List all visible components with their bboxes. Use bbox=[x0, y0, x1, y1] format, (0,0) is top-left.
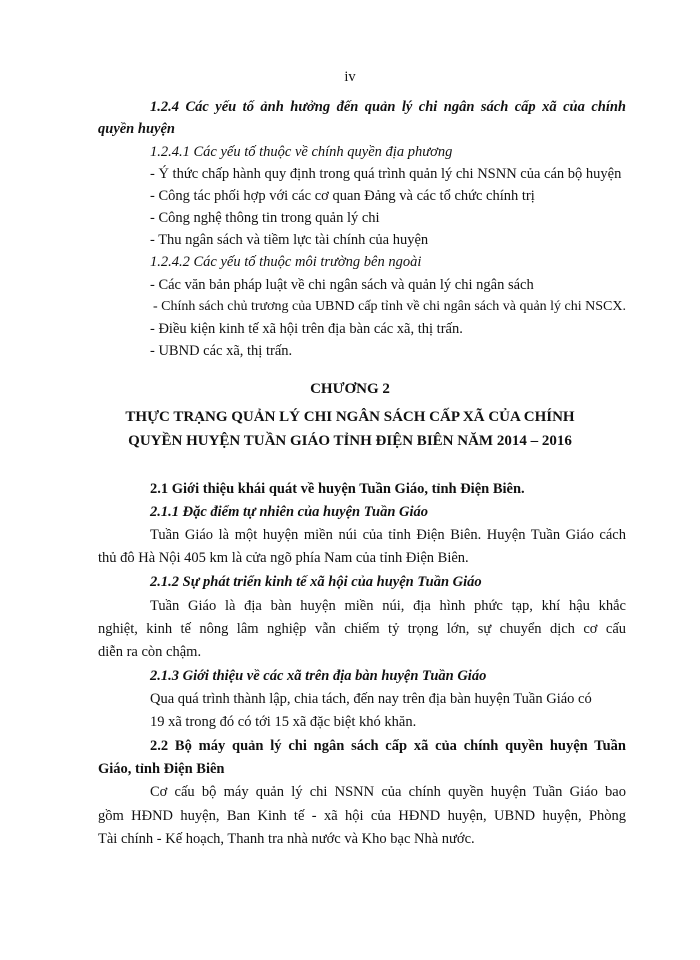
toc-item: - Ý thức chấp hành quy định trong quá trình quản lý chi NSNN của cán bộ huyện bbox=[150, 166, 622, 182]
paragraph-line: gồm HĐND huyện, Ban Kinh tế - xã hội của HĐND huyện, UBND huyện, Phòng bbox=[98, 808, 626, 824]
paragraph-line: thủ đô Hà Nội 405 km là cửa ngõ phía Nam của tỉnh Điện Biên. bbox=[98, 550, 469, 566]
toc-item: - Chính sách chủ trương của UBND cấp tỉnh về chi ngân sách và quản lý chi NSCX. bbox=[153, 299, 626, 314]
toc-heading-1-2-4-line1: 1.2.4 Các yếu tố ảnh hưởng đến quản lý chi ngân sách cấp xã của chính bbox=[150, 99, 626, 115]
paragraph-line: nghiệt, kinh tế nông lâm nghiệp vẫn chiếm tỷ trọng lớn, sự chuyển dịch cơ cấu bbox=[98, 621, 626, 637]
toc-item: - Công tác phối hợp với các cơ quan Đảng và các tổ chức chính trị bbox=[150, 188, 535, 204]
toc-item: - Các văn bản pháp luật về chi ngân sách và quản lý chi ngân sách bbox=[150, 277, 534, 293]
paragraph-line: Tuần Giáo là một huyện miền núi của tỉnh Điện Biên. Huyện Tuần Giáo cách bbox=[150, 527, 626, 543]
paragraph-line: diễn ra còn chậm. bbox=[98, 644, 202, 660]
toc-item: - Công nghệ thông tin trong quản lý chi bbox=[150, 210, 380, 226]
section-heading-2-1-2: 2.1.2 Sự phát triển kinh tế xã hội của huyện Tuần Giáo bbox=[150, 574, 482, 590]
chapter-title-line2: QUYỀN HUYỆN TUẦN GIÁO TỈNH ĐIỆN BIÊN NĂM 2014 – 2016 bbox=[128, 433, 572, 449]
chapter-label: CHƯƠNG 2 bbox=[310, 381, 390, 397]
toc-heading-1-2-4-line2: quyền huyện bbox=[98, 121, 175, 137]
paragraph-line: Cơ cấu bộ máy quản lý chi NSNN của chính quyền huyện Tuần Giáo bao bbox=[150, 784, 626, 800]
paragraph-line: Tuần Giáo là địa bàn huyện miền núi, địa hình phức tạp, khí hậu khắc bbox=[150, 598, 626, 614]
section-heading-2-2-line1: 2.2 Bộ máy quản lý chi ngân sách cấp xã của chính quyền huyện Tuần bbox=[150, 738, 626, 754]
toc-heading-1-2-4-2: 1.2.4.2 Các yếu tố thuộc môi trường bên ngoài bbox=[150, 254, 422, 270]
toc-item: - Điều kiện kinh tế xã hội trên địa bàn các xã, thị trấn. bbox=[150, 321, 463, 337]
section-heading-2-2-line2: Giáo, tỉnh Điện Biên bbox=[98, 761, 225, 777]
chapter-title-line1: THỰC TRẠNG QUẢN LÝ CHI NGÂN SÁCH CẤP XÃ CỦA CHÍNH bbox=[125, 409, 575, 425]
section-heading-2-1-3: 2.1.3 Giới thiệu về các xã trên địa bàn huyện Tuần Giáo bbox=[150, 668, 487, 684]
section-heading-2-1: 2.1 Giới thiệu khái quát về huyện Tuần Giáo, tỉnh Điện Biên. bbox=[150, 481, 525, 497]
page-number: iv bbox=[344, 69, 356, 85]
section-heading-2-1-1: 2.1.1 Đặc điểm tự nhiên của huyện Tuần Giáo bbox=[150, 504, 429, 520]
paragraph-line: Qua quá trình thành lập, chia tách, đến nay trên địa bàn huyện Tuần Giáo có bbox=[150, 691, 592, 707]
toc-item: - Thu ngân sách và tiềm lực tài chính của huyện bbox=[150, 232, 429, 248]
toc-item: - UBND các xã, thị trấn. bbox=[150, 343, 293, 359]
paragraph-line: Tài chính - Kế hoạch, Thanh tra nhà nước và Kho bạc Nhà nước. bbox=[98, 831, 475, 847]
toc-heading-1-2-4-1: 1.2.4.1 Các yếu tố thuộc về chính quyền địa phương bbox=[150, 144, 453, 160]
paragraph-line: 19 xã trong đó có tới 15 xã đặc biệt khó khăn. bbox=[150, 714, 417, 730]
